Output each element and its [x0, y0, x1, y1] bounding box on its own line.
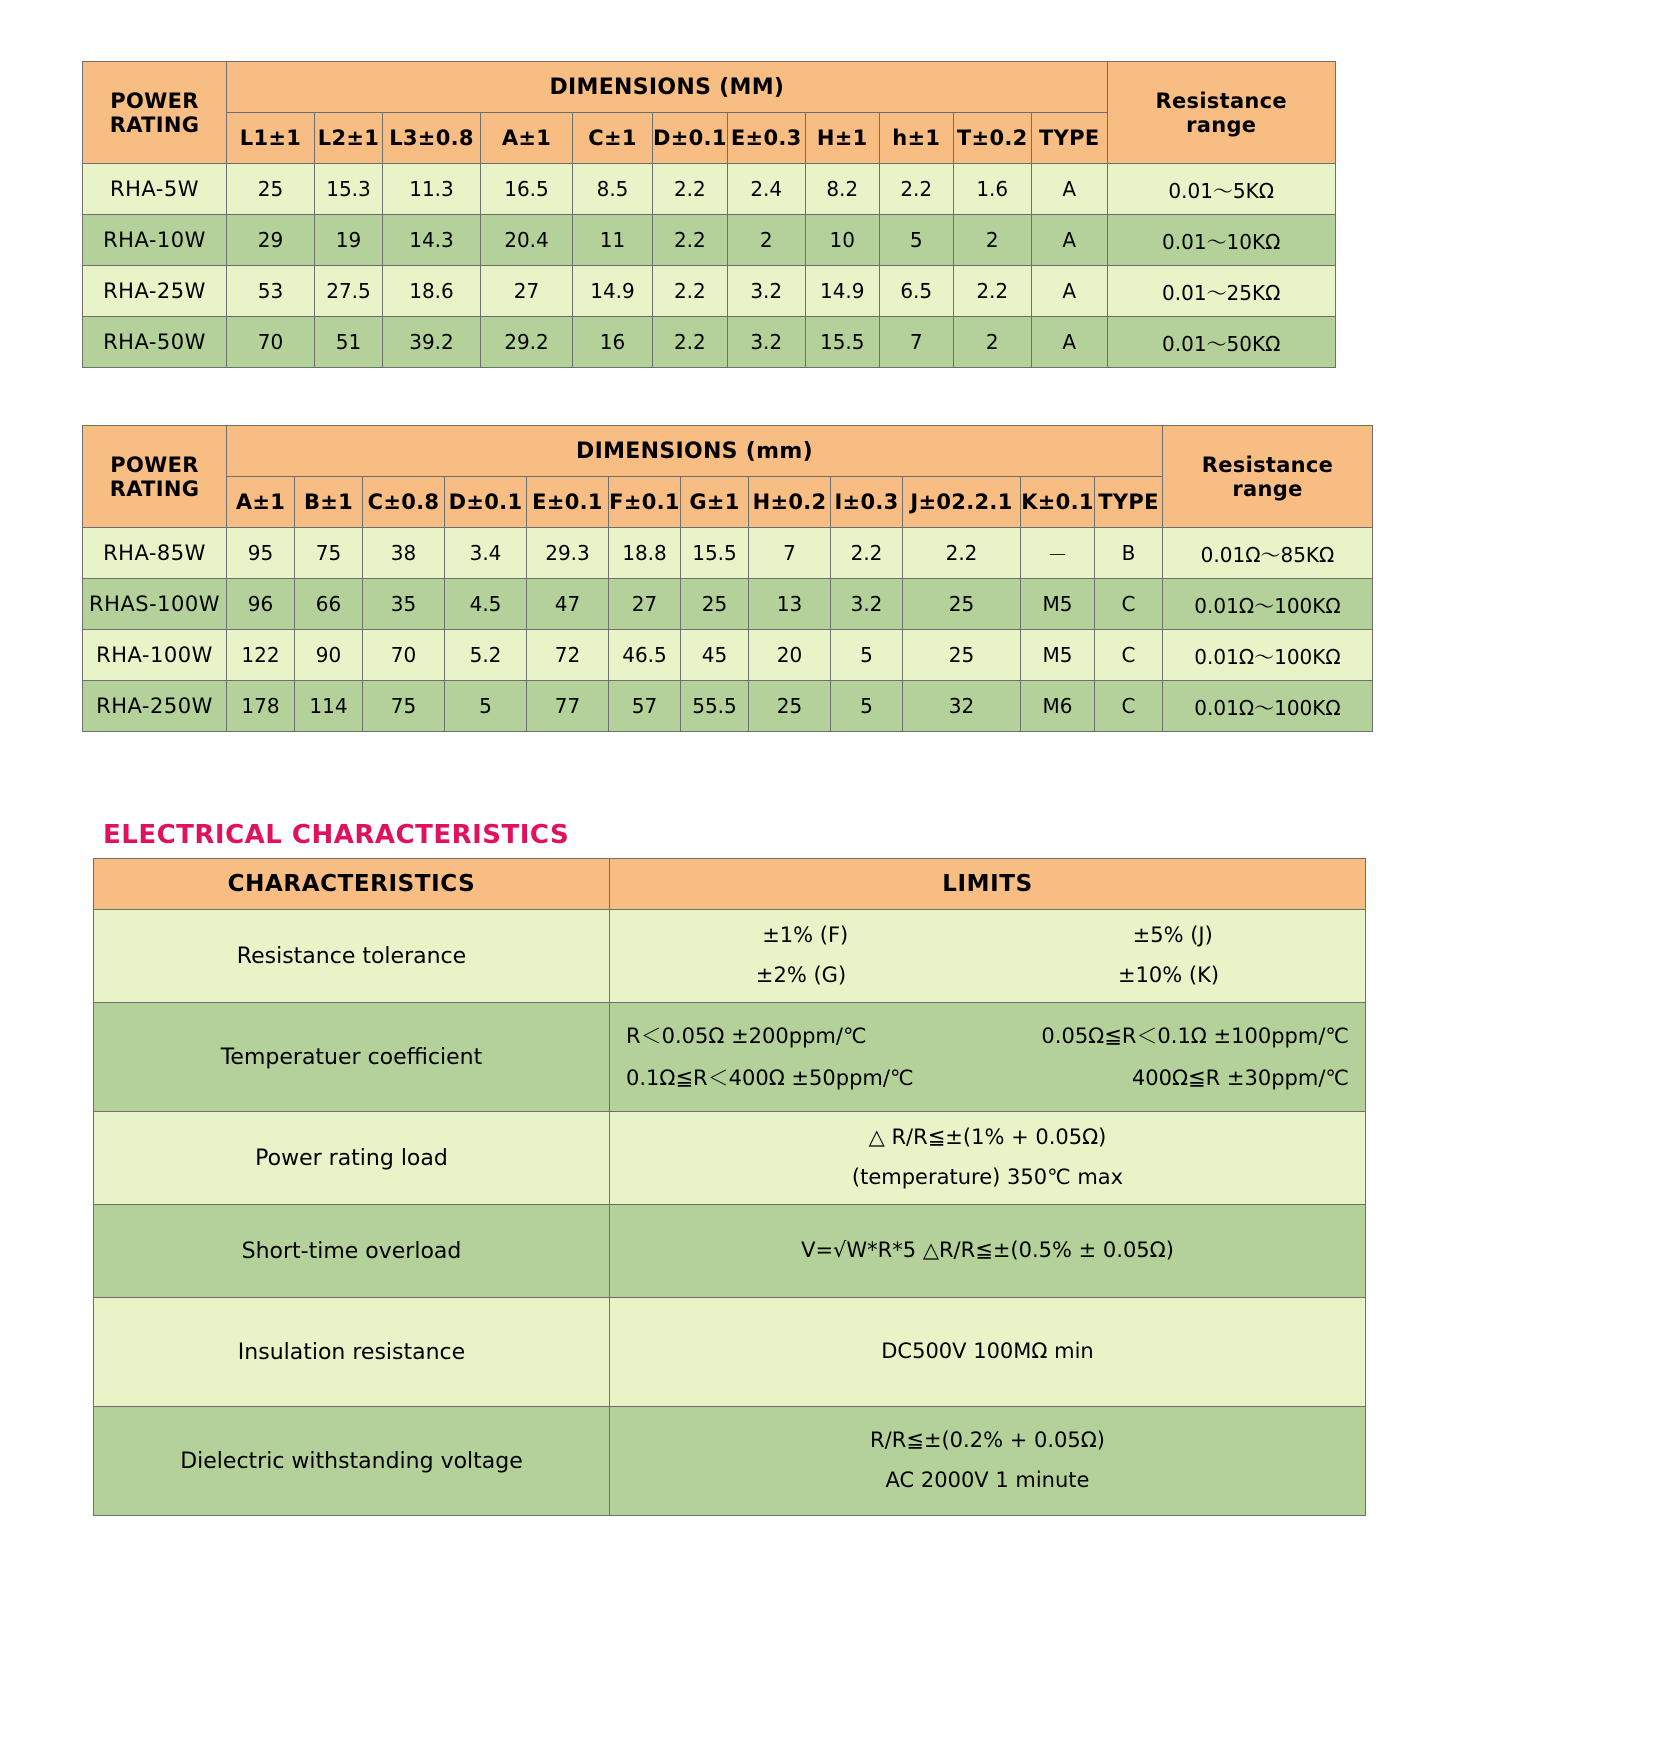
table1-col-header: L3±0.8 [383, 113, 481, 164]
table1-resistance-range: 0.01～50KΩ [1107, 317, 1335, 368]
table2-col-header: B±1 [295, 477, 363, 528]
table2-cell: 20 [749, 630, 831, 681]
ec-header-characteristics: CHARACTERISTICS [94, 859, 610, 910]
resistance-line2: range [1232, 476, 1303, 501]
ec-row [94, 1298, 1366, 1407]
table-row [83, 164, 1336, 215]
ec-limit-value [610, 1407, 1366, 1516]
table1-col-header: T±0.2 [953, 113, 1031, 164]
table1-cell: A [1031, 164, 1107, 215]
ec-row [94, 1407, 1366, 1516]
table2-col-header: J±02.2.1 [903, 477, 1021, 528]
table2-cell: 75 [363, 681, 445, 732]
ec-characteristic-name: Dielectric withstanding voltage [94, 1407, 610, 1516]
table2-cell: 96 [227, 579, 295, 630]
table1-col-header: h±1 [879, 113, 953, 164]
table1-cell: 29.2 [481, 317, 573, 368]
ec-characteristic-name: Short-time overload [94, 1205, 610, 1298]
table2-resistance-range: 0.01Ω～100KΩ [1163, 579, 1373, 630]
table2-cell: 70 [363, 630, 445, 681]
table2-cell: M6 [1021, 681, 1095, 732]
ec-limit-part: △ R/R≦±(1% + 0.05Ω) [868, 1125, 1107, 1150]
table-row [83, 579, 1373, 630]
table1-row-label: RHA-10W [83, 215, 227, 266]
table1-cell: 2.2 [953, 266, 1031, 317]
table1-cell: 14.3 [383, 215, 481, 266]
table1-cell: 11 [573, 215, 653, 266]
table1-cell: 16.5 [481, 164, 573, 215]
table2-cell: 29.3 [527, 528, 609, 579]
table-row [83, 266, 1336, 317]
table2-cell: 2.2 [903, 528, 1021, 579]
table-row [83, 528, 1373, 579]
ec-limit-part: AC 2000V 1 minute [885, 1468, 1090, 1492]
table2-resistance-range-header [1163, 426, 1373, 528]
table1-cell: A [1031, 317, 1107, 368]
table1-cell: A [1031, 266, 1107, 317]
table1-cell: 20.4 [481, 215, 573, 266]
table1-cell: 15.3 [315, 164, 383, 215]
table1-cell: 53 [227, 266, 315, 317]
table1-power-rating-header [83, 62, 227, 164]
table1-cell: 1.6 [953, 164, 1031, 215]
ec-limit-part: ±1% (F) [762, 923, 849, 948]
table2-cell: 2.2 [831, 528, 903, 579]
table2-cell: 75 [295, 528, 363, 579]
table2-header-row-1 [83, 426, 1373, 477]
ec-limit-value [610, 1298, 1366, 1407]
resistance-line1: Resistance [1155, 88, 1287, 113]
table1-cell: 14.9 [573, 266, 653, 317]
table1-cell: 8.5 [573, 164, 653, 215]
table1-cell: 51 [315, 317, 383, 368]
table2-cell: C [1095, 579, 1163, 630]
ec-characteristic-name: Power rating load [94, 1112, 610, 1205]
table2-cell: 95 [227, 528, 295, 579]
ec-limit-value [610, 1003, 1366, 1112]
table2-cell: 7 [749, 528, 831, 579]
table2-cell: 3.2 [831, 579, 903, 630]
table2-cell: 25 [903, 579, 1021, 630]
table1-col-header: A±1 [481, 113, 573, 164]
table1-cell: 15.5 [805, 317, 879, 368]
ec-limit-part: DC500V 100MΩ min [881, 1339, 1094, 1364]
table1-cell: A [1031, 215, 1107, 266]
table1-row-label: RHA-5W [83, 164, 227, 215]
table2-resistance-range: 0.01Ω～85KΩ [1163, 528, 1373, 579]
ec-limit-part: ±2% (G) [755, 963, 847, 987]
ec-limit-part: ±10% (K) [1117, 963, 1220, 987]
table2-col-header: I±0.3 [831, 477, 903, 528]
power-rating-line1: POWER [110, 88, 199, 113]
table1-cell: 2 [953, 317, 1031, 368]
table2-resistance-range: 0.01Ω～100KΩ [1163, 630, 1373, 681]
table2-cell: 27 [609, 579, 681, 630]
ec-limit-part: V=√W*R*5 △R/R≦±(0.5% ± 0.05Ω) [801, 1238, 1174, 1263]
table2-cell: 5 [445, 681, 527, 732]
ec-limit-part: R＜0.05Ω ±200ppm/℃ [626, 1024, 867, 1048]
ec-limit-part: 400Ω≦R ±30ppm/℃ [1131, 1066, 1349, 1090]
table2-col-header: TYPE [1095, 477, 1163, 528]
table1-cell: 16 [573, 317, 653, 368]
table2-col-header: D±0.1 [445, 477, 527, 528]
table1-resistance-range: 0.01～10KΩ [1107, 215, 1335, 266]
resistance-line1: Resistance [1201, 452, 1334, 477]
table2-cell: 55.5 [681, 681, 749, 732]
table1-cell: 18.6 [383, 266, 481, 317]
table1-cell: 2.2 [653, 164, 728, 215]
table2-cell: B [1095, 528, 1163, 579]
ec-limit-part: (temperature) 350℃ max [851, 1165, 1124, 1189]
table1-cell: 29 [227, 215, 315, 266]
table2-cell: 15.5 [681, 528, 749, 579]
ec-row [94, 1003, 1366, 1112]
table1-cell: 14.9 [805, 266, 879, 317]
power-rating-line2: RATING [109, 476, 200, 501]
table1-cell: 3.2 [727, 266, 805, 317]
table1-cell: 7 [879, 317, 953, 368]
table1-cell: 6.5 [879, 266, 953, 317]
dimensions-table-2 [82, 425, 1373, 732]
ec-limit-value [610, 1205, 1366, 1298]
table1-cell: 2 [727, 215, 805, 266]
table1-cell: 19 [315, 215, 383, 266]
table2-cell: － [1021, 528, 1095, 579]
table1-row-label: RHA-50W [83, 317, 227, 368]
table2-cell: 32 [903, 681, 1021, 732]
table2-col-header: G±1 [681, 477, 749, 528]
ec-limit-part: 0.1Ω≦R＜400Ω ±50ppm/℃ [626, 1066, 914, 1090]
ec-limit-value [610, 1112, 1366, 1205]
table1-col-header: C±1 [573, 113, 653, 164]
table1-cell: 2 [953, 215, 1031, 266]
table1-col-header: D±0.1 [653, 113, 728, 164]
ec-header-limits: LIMITS [610, 859, 1366, 910]
ec-limit-part: R/R≦±(0.2% + 0.05Ω) [870, 1428, 1105, 1453]
table2-cell: 38 [363, 528, 445, 579]
table1-cell: 25 [227, 164, 315, 215]
table2-cell: 13 [749, 579, 831, 630]
ec-limit-part: ±5% (J) [1132, 923, 1213, 948]
table2-cell: 3.4 [445, 528, 527, 579]
table-row [83, 630, 1373, 681]
table2-cell: 45 [681, 630, 749, 681]
table2-cell: M5 [1021, 630, 1095, 681]
table2-cell: 4.5 [445, 579, 527, 630]
table2-col-header: C±0.8 [363, 477, 445, 528]
ec-row [94, 1112, 1366, 1205]
table2-cell: 5 [831, 630, 903, 681]
table2-col-header: K±0.1 [1021, 477, 1095, 528]
table2-cell: C [1095, 630, 1163, 681]
table2-col-header: F±0.1 [609, 477, 681, 528]
table1-cell: 2.4 [727, 164, 805, 215]
table1-resistance-range: 0.01～5KΩ [1107, 164, 1335, 215]
electrical-characteristics-title: ELECTRICAL CHARACTERISTICS [103, 820, 570, 850]
power-rating-line2: RATING [109, 112, 200, 137]
table2-cell: 5.2 [445, 630, 527, 681]
table1-resistance-range-header [1107, 62, 1335, 164]
table2-cell: 35 [363, 579, 445, 630]
table2-resistance-range: 0.01Ω～100KΩ [1163, 681, 1373, 732]
table2-cell: 18.8 [609, 528, 681, 579]
table2-cell: 25 [681, 579, 749, 630]
table2-cell: 47 [527, 579, 609, 630]
table1-col-header: H±1 [805, 113, 879, 164]
table1-col-header: TYPE [1031, 113, 1107, 164]
table1-header-row-1 [83, 62, 1336, 113]
ec-characteristic-name: Insulation resistance [94, 1298, 610, 1407]
table1-cell: 2.2 [653, 266, 728, 317]
table-row [83, 681, 1373, 732]
ec-characteristic-name: Temperatuer coefficient [94, 1003, 610, 1112]
table2-dimensions-title: DIMENSIONS (mm) [227, 426, 1163, 477]
table2-cell: 72 [527, 630, 609, 681]
ec-limit-value [610, 910, 1366, 1003]
table1-cell: 5 [879, 215, 953, 266]
table1-cell: 2.2 [653, 215, 728, 266]
table1-cell: 10 [805, 215, 879, 266]
ec-header-row [94, 859, 1366, 910]
ec-limit-part: 0.05Ω≦R＜0.1Ω ±100ppm/℃ [1041, 1024, 1349, 1048]
table1-cell: 11.3 [383, 164, 481, 215]
table2-cell: 25 [749, 681, 831, 732]
table2-power-rating-header [83, 426, 227, 528]
table2-col-header: H±0.2 [749, 477, 831, 528]
table1-cell: 27 [481, 266, 573, 317]
table1-cell: 70 [227, 317, 315, 368]
table2-cell: 122 [227, 630, 295, 681]
ec-row [94, 910, 1366, 1003]
table2-cell: 66 [295, 579, 363, 630]
table2-cell: 90 [295, 630, 363, 681]
table1-cell: 2.2 [653, 317, 728, 368]
ec-characteristic-name: Resistance tolerance [94, 910, 610, 1003]
table1-col-header: E±0.3 [727, 113, 805, 164]
table2-cell: 46.5 [609, 630, 681, 681]
table2-cell: 114 [295, 681, 363, 732]
table2-col-header: A±1 [227, 477, 295, 528]
table1-dimensions-title: DIMENSIONS (MM) [227, 62, 1108, 113]
table-row [83, 317, 1336, 368]
electrical-characteristics-table [93, 858, 1366, 1516]
table1-cell: 39.2 [383, 317, 481, 368]
table-row [83, 215, 1336, 266]
table2-row-label: RHA-85W [83, 528, 227, 579]
table2-row-label: RHA-250W [83, 681, 227, 732]
dimensions-table-1 [82, 61, 1336, 368]
table1-cell: 27.5 [315, 266, 383, 317]
table1-cell: 3.2 [727, 317, 805, 368]
table1-row-label: RHA-25W [83, 266, 227, 317]
table2-col-header: E±0.1 [527, 477, 609, 528]
table1-col-header: L1±1 [227, 113, 315, 164]
table2-cell: 178 [227, 681, 295, 732]
table2-row-label: RHA-100W [83, 630, 227, 681]
table2-cell: C [1095, 681, 1163, 732]
resistance-line2: range [1186, 112, 1257, 137]
table1-cell: 8.2 [805, 164, 879, 215]
power-rating-line1: POWER [110, 452, 199, 477]
table2-cell: 25 [903, 630, 1021, 681]
table2-cell: 5 [831, 681, 903, 732]
table1-cell: 2.2 [879, 164, 953, 215]
table1-col-header: L2±1 [315, 113, 383, 164]
table2-row-label: RHAS-100W [83, 579, 227, 630]
ec-row [94, 1205, 1366, 1298]
table1-resistance-range: 0.01～25KΩ [1107, 266, 1335, 317]
table2-cell: 77 [527, 681, 609, 732]
table2-cell: 57 [609, 681, 681, 732]
table2-cell: M5 [1021, 579, 1095, 630]
